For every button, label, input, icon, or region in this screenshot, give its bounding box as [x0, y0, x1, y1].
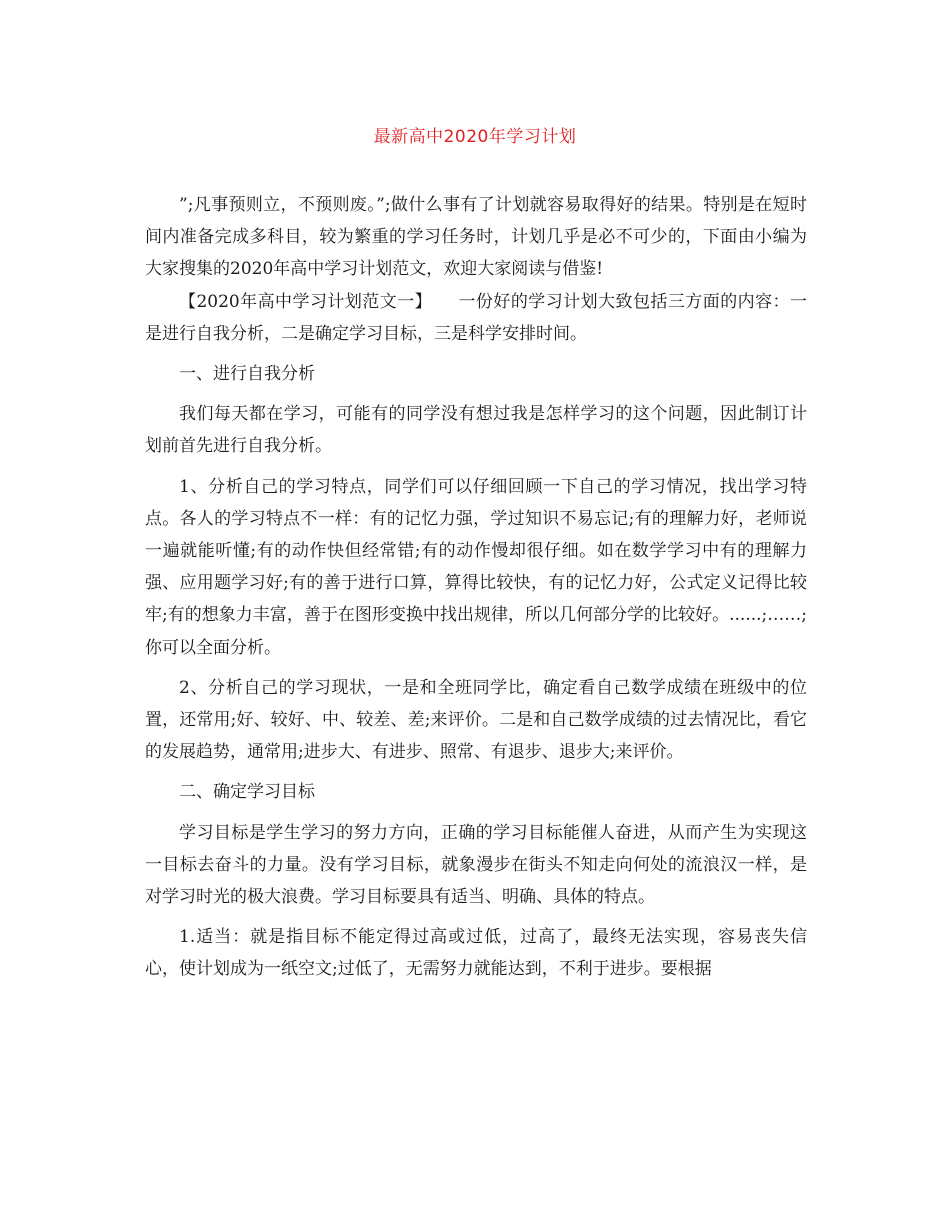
document-body — [145, 189, 807, 986]
paragraph-sample-one: 【2020年高中学习计划范文一】 一份好的学习计划大致包括三方面的内容：一是进行自我分析，二是确定学习目标，三是科学安排时间。 — [145, 291, 807, 344]
paragraph-learning-traits: 1、分析自己的学习特点，同学们可以仔细回顾一下自己的学习情况，找出学习特点。各人的学习特点不一样：有的记忆力强，学过知识不易忘记;有的理解力好，老师说一遍就能听懂;有的动作快但经常错;有的动作慢却很仔细。如在数学学习中有的理解力强、应用题学习好;有的善于进行口算，算得比较快，有的记忆力好，公式定义记得比较牢;有的想象力丰富，善于在图形变换中找出规律，所以几何部分学的比较好。......;……;你可以全面分析。 — [145, 476, 807, 658]
document-title: 最新高中2020年学习计划 — [373, 127, 577, 147]
paragraph-appropriate: 1.适当：就是指目标不能定得过高或过低，过高了，最终无法实现，容易丧失信心，使计划成为一纸空文;过低了，无需努力就能达到，不利于进步。要根据 — [145, 927, 807, 980]
paragraph-intro: ”;凡事预则立，不预则废。”;做什么事有了计划就容易取得好的结果。特别是在短时间内准备完成多科目，较为繁重的学习任务时，计划几乎是必不可少的，下面由小编为大家搜集的2020年高中学习计划范文，欢迎大家阅读与借鉴! — [145, 195, 807, 280]
paragraph-goals: 学习目标是学生学习的努力方向，正确的学习目标能催人奋进，从而产生为实现这一目标去奋斗的力量。没有学习目标，就象漫步在街头不知走向何处的流浪汉一样，是对学习时光的极大浪费。学习目标要具有适当、明确、具体的特点。 — [145, 822, 807, 908]
section-heading-self-analysis: 一、进行自我分析 — [179, 364, 315, 385]
section-heading-goals: 二、确定学习目标 — [179, 782, 315, 803]
paragraph-self-analysis: 我们每天都在学习，可能有的同学没有想过我是怎样学习的这个问题，因此制订计划前首先进行自我分析。 — [145, 404, 807, 457]
paragraph-learning-status: 2、分析自己的学习现状，一是和全班同学比，确定看自己数学成绩在班级中的位置，还常用;好、较好、中、较差、差;来评价。二是和自己数学成绩的过去情况比，看它的发展趋势，通常用;进步大、有进步、照常、有退步、退步大;来评价。 — [145, 677, 807, 763]
